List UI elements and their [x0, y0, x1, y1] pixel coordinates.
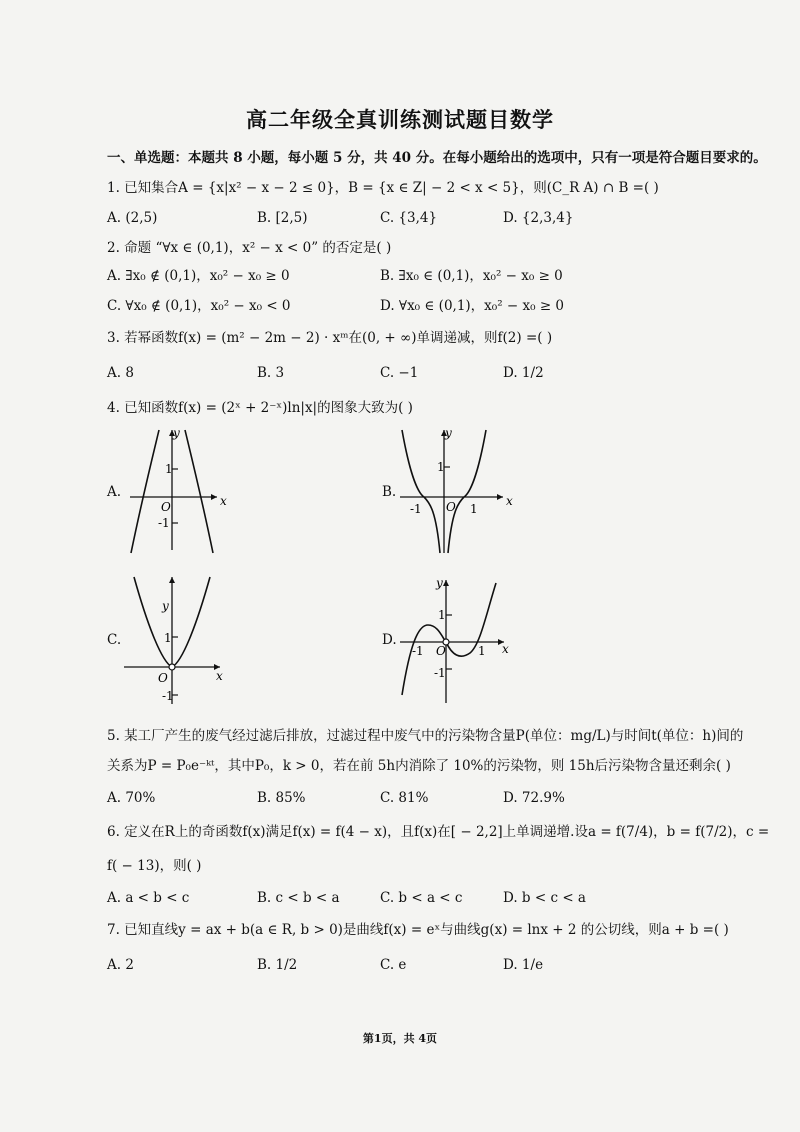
question-1-option-d: D. {2,3,4}	[503, 210, 574, 226]
graph-c-y-arrow	[169, 577, 175, 583]
question-6-option-a: A. a < b < c	[107, 890, 190, 906]
question-1-stem: 1. 已知集合A = {x|x² − x − 2 ≤ 0}，B = {x ∈ Z| − 2 < x < 5}，则(C_R A) ∩ B =( )	[107, 180, 659, 196]
graph-b-y-label: y	[445, 426, 452, 440]
question-4-option-b: B.	[382, 484, 397, 500]
question-2-stem: 2. 命题 “∀x ∈ (0,1)，x² − x < 0” 的否定是( )	[107, 240, 392, 256]
graph-a-y-label: y	[173, 426, 180, 440]
graph-d-x-label: x	[502, 642, 509, 656]
question-5-option-b: B. 85%	[257, 790, 306, 806]
graph-a-origin: O	[161, 500, 171, 514]
question-2-option-d: D. ∀x₀ ∈ (0,1)，x₀² − x₀ ≥ 0	[380, 298, 565, 314]
question-1-option-b: B. [2,5)	[257, 210, 308, 226]
graph-b-origin: O	[446, 500, 456, 514]
question-7-option-d: D. 1/e	[503, 957, 544, 973]
graph-d-curve	[402, 583, 496, 695]
question-2-option-a: A. ∃x₀ ∉ (0,1)，x₀² − x₀ ≥ 0	[107, 268, 290, 284]
question-6-option-c: C. b < a < c	[380, 890, 463, 906]
question-4-option-c: C.	[107, 632, 122, 648]
page-footer: 第1页，共 4页	[362, 1032, 438, 1045]
graph-b	[398, 425, 518, 555]
graph-c-hole	[169, 664, 175, 670]
question-6-option-d: D. b < c < a	[503, 890, 586, 906]
question-6-option-b: B. c < b < a	[257, 890, 340, 906]
question-1-option-c: C. {3,4}	[380, 210, 438, 226]
graph-d-y-arrow	[443, 580, 449, 586]
graph-c	[122, 572, 242, 707]
question-3-option-d: D. 1/2	[503, 365, 544, 381]
question-1-option-a: A. (2,5)	[107, 210, 158, 226]
question-4-option-a: A.	[107, 484, 122, 500]
question-6-stem-line1: 6. 定义在R上的奇函数f(x)满足f(x) = f(4 − x)，且f(x)在[ − 2,2]上单调递增.设a = f(7/4)，b = f(7/2)，c =	[107, 824, 770, 840]
graph-a-tick-one: 1	[165, 462, 173, 476]
question-3-option-b: B. 3	[257, 365, 285, 381]
question-7-option-b: B. 1/2	[257, 957, 298, 973]
graph-b-tick-one-x: 1	[470, 502, 478, 516]
graph-a-x-label: x	[220, 494, 227, 508]
graph-d-tick-neg-one-x: -1	[412, 644, 424, 658]
graph-c-tick-one: 1	[164, 631, 172, 645]
graph-b-x-arrow	[497, 494, 503, 500]
graph-c-y-label: y	[162, 599, 169, 613]
question-7-stem: 7. 已知直线y = ax + b(a ∈ R, b > 0)是曲线f(x) = eˣ与曲线g(x) = lnx + 2 的公切线，则a + b =( )	[107, 922, 729, 938]
graph-a	[125, 425, 245, 555]
graph-b-tick-one: 1	[437, 460, 445, 474]
graph-b-x-label: x	[506, 494, 513, 508]
graph-b-right-curve	[448, 430, 486, 553]
question-5-option-a: A. 70%	[107, 790, 156, 806]
graph-d-y-label: y	[436, 576, 443, 590]
page-title: 高二年级全真训练测试题目数学	[246, 107, 554, 132]
question-7-option-c: C. e	[380, 957, 407, 973]
graph-d-tick-one-x: 1	[478, 644, 486, 658]
question-6-stem-line2: f( − 13)，则( )	[107, 858, 202, 874]
question-3-option-c: C. −1	[380, 365, 419, 381]
graph-d-tick-one: 1	[438, 608, 446, 622]
question-3-option-a: A. 8	[107, 365, 134, 381]
question-2-option-b: B. ∃x₀ ∈ (0,1)，x₀² − x₀ ≥ 0	[380, 268, 563, 284]
graph-d-origin: O	[436, 644, 446, 658]
question-4-stem: 4. 已知函数f(x) = (2ˣ + 2⁻ˣ)ln|x|的图象大致为( )	[107, 400, 413, 416]
question-5-option-c: C. 81%	[380, 790, 429, 806]
question-5-option-d: D. 72.9%	[503, 790, 565, 806]
question-3-stem: 3. 若幂函数f(x) = (m² − 2m − 2) · xᵐ在(0, + ∞)单调递减，则f(2) =( )	[107, 330, 553, 346]
question-7-option-a: A. 2	[107, 957, 134, 973]
graph-a-x-arrow	[211, 494, 217, 500]
question-5-stem-line2: 关系为P = P₀e⁻ᵏᵗ，其中P₀，k > 0，若在前 5h内消除了 10%的污染物，则 15h后污染物含量还剩余( )	[107, 758, 731, 774]
graph-d-tick-neg-one: -1	[434, 666, 446, 680]
question-4-option-d: D.	[382, 632, 397, 648]
section-heading: 一、单选题：本题共 8 小题，每小题 5 分，共 40 分。在每小题给出的选项中，只有一项是符合题目要求的。	[107, 150, 767, 166]
graph-a-right-curve	[185, 430, 213, 553]
graph-b-left-curve	[402, 430, 440, 553]
graph-a-left-curve	[131, 430, 159, 553]
graph-c-x-label: x	[216, 669, 223, 683]
graph-c-tick-neg-one: -1	[162, 689, 174, 703]
graph-b-tick-neg-one: -1	[410, 502, 422, 516]
graph-c-origin: O	[158, 671, 168, 685]
question-2-option-c: C. ∀x₀ ∉ (0,1)，x₀² − x₀ < 0	[107, 298, 291, 314]
graph-a-tick-neg-one: -1	[158, 516, 170, 530]
graph-d	[398, 575, 518, 710]
question-5-stem-line1: 5. 某工厂产生的废气经过滤后排放，过滤过程中废气中的污染物含量P(单位：mg/L)与时间t(单位：h)间的	[107, 728, 744, 744]
